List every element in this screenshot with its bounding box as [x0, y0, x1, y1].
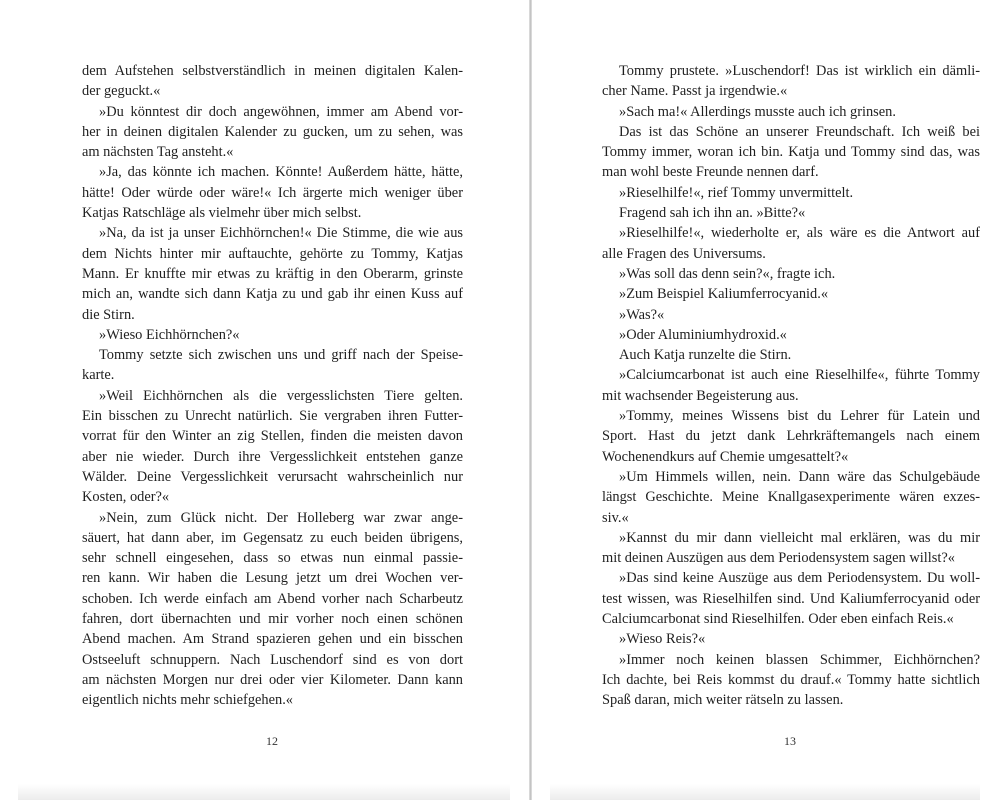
- text-line: Wochenendkurs auf Chemie umgesattelt?«: [602, 448, 849, 465]
- text-line: aber nie wieder. Durch ihre Vergesslichkeit entstehen ganze: [82, 448, 463, 465]
- text-line: Spaß daran, mich weiter rätseln zu lassen.: [602, 692, 844, 709]
- text-line: Ostseeluft schnuppern. Nach Luschendorf sind es von dort: [82, 651, 463, 668]
- text-line: karte.: [82, 367, 115, 384]
- text-line: die Stirn.: [82, 306, 135, 323]
- text-line: ren kann. Wir haben die Lesung jetzt um drei Wochen ver-: [82, 570, 463, 587]
- text-line: »Was?«: [619, 306, 665, 323]
- text-line: »Kannst du mir dann vielleicht mal erklären, was du mir: [619, 529, 980, 546]
- text-line: Tommy setzte sich zwischen uns und griff nach der Speise-: [99, 347, 463, 364]
- text-line: »Rieselhilfe!«, wiederholte er, als wäre es die Antwort auf: [619, 225, 980, 242]
- text-line: »Na, da ist ja unser Eichhörnchen!« Die Stimme, die wie aus: [99, 225, 463, 242]
- text-line: der geguckt.«: [82, 83, 161, 100]
- text-line: fahren, dort übernachten und mir vorher noch einen schönen: [82, 611, 463, 628]
- text-line: siv.«: [602, 509, 629, 526]
- text-line: »Du könntest dir doch angewöhnen, immer am Abend vor-: [99, 103, 463, 120]
- text-line: säuert, hat dann aber, im Gegensatz zu euch beiden übrigens,: [82, 529, 463, 546]
- text-line: schoben. Ich werde einfach am Abend vorher nach Scharbeutz: [82, 590, 463, 607]
- text-line: vorrat für den Winter an zig Stellen, finden die meisten davon: [82, 428, 463, 445]
- text-line: Sport. Hast du jetzt dank Lehrkräftemangels nach einem: [602, 428, 980, 445]
- text-line: mit deinen Auszügen aus dem Periodensystem sagen willst?«: [602, 550, 955, 567]
- text-line: mich an, wandte sich dann Katja zu und gab ihr einen Kuss auf: [82, 286, 463, 303]
- left-page-text: [82, 61, 463, 711]
- text-line: »Oder Aluminiumhydroxid.«: [619, 326, 787, 343]
- text-line: Ich dachte, bei Reis kommst du drauf.« Tommy hatte sichtlich: [602, 671, 980, 688]
- text-line: »Zum Beispiel Kaliumferrocyanid.«: [619, 286, 829, 303]
- text-line: test wissen, was Rieselhilfen sind. Und Kaliumferrocyanid oder: [602, 590, 980, 607]
- text-line: dem Aufstehen selbstverständlich in meinen digitalen Kalen-: [82, 63, 463, 79]
- text-line: Calciumcarbonat sind Rieselhilfen. Oder eben einfach Reis.«: [602, 611, 954, 628]
- text-line: her in deinen digitalen Kalender zu gucken, um zu sehen, was: [82, 123, 463, 140]
- text-line: Mann. Er knuffte mir etwas zu kräftig in den Oberarm, grinste: [82, 265, 463, 282]
- text-line: »Wieso Eichhörnchen?«: [99, 326, 240, 343]
- left-page-edge: [18, 784, 510, 800]
- text-line: man wohl beste Freunde nennen darf.: [602, 164, 819, 181]
- text-line: »Ja, das könnte ich machen. Könnte! Außerdem hätte, hätte,: [99, 164, 463, 181]
- text-line: »Rieselhilfe!«, rief Tommy unvermittelt.: [619, 184, 854, 201]
- text-line: »Das sind keine Auszüge aus dem Periodensystem. Du woll-: [619, 570, 980, 587]
- text-line: Fragend sah ich ihn an. »Bitte?«: [619, 205, 806, 222]
- text-line: »Calciumcarbonat ist auch eine Rieselhilfe«, führte Tommy: [619, 367, 980, 384]
- right-page: [532, 0, 1000, 800]
- right-page-text: [602, 61, 980, 711]
- text-line: »Nein, zum Glück nicht. Der Holleberg war zwar ange-: [99, 509, 463, 526]
- text-line: »Was soll das denn sein?«, fragte ich.: [619, 265, 836, 282]
- text-line: am nächsten Morgen nur drei oder vier Kilometer. Dann kann: [82, 671, 463, 688]
- text-line: »Immer noch keinen blassen Schimmer, Eichhörnchen?: [619, 651, 980, 668]
- text-line: alle Fragen des Universums.: [602, 245, 766, 262]
- text-line: längst Geschichte. Meine Knallgasexperimente wären exzes-: [602, 489, 980, 506]
- right-page-number: 13: [784, 734, 796, 748]
- text-line: Ein bisschen zu Unrecht natürlich. Sie vergraben ihren Futter-: [82, 408, 463, 425]
- text-line: dem Nichts hinter mir auftauchte, gehörte zu Tommy, Katjas: [82, 245, 463, 262]
- text-line: Kosten, oder?«: [82, 489, 170, 506]
- text-line: Tommy immer, woran ich bin. Katja und Tommy sind das, was: [602, 144, 980, 161]
- text-line: »Um Himmels willen, nein. Dann wäre das Schulgebäude: [619, 468, 980, 485]
- text-line: Auch Katja runzelte die Stirn.: [619, 347, 792, 364]
- text-line: »Weil Eichhörnchen als die vergesslichsten Tiere gelten.: [99, 387, 463, 404]
- text-line: »Tommy, meines Wissens bist du Lehrer für Latein und: [619, 408, 980, 425]
- text-line: Tommy prustete. »Luschendorf! Das ist wirklich ein dämli-: [619, 63, 980, 79]
- text-line: »Wieso Reis?«: [619, 631, 706, 648]
- left-page-number: 12: [266, 734, 278, 748]
- text-line: Katjas Ratschläge als vielmehr über mich selbst.: [82, 205, 362, 222]
- text-line: eigentlich nichts mehr schiefgehen.«: [82, 692, 293, 709]
- text-line: »Sach ma!« Allerdings musste auch ich grinsen.: [619, 103, 896, 120]
- text-line: mit wachsender Begeisterung aus.: [602, 387, 799, 404]
- text-line: Wälder. Deine Vergesslichkeit verursacht wahrscheinlich nur: [82, 468, 463, 485]
- text-line: am nächsten Tag ansteht.«: [82, 144, 234, 161]
- text-line: Das ist das Schöne an unserer Freundschaft. Ich weiß bei: [619, 123, 980, 140]
- text-line: hätte! Oder würde oder wäre!« Ich ärgerte mich weniger über: [82, 184, 463, 201]
- text-line: cher Name. Passt ja irgendwie.«: [602, 83, 788, 100]
- text-line: sehr schnell eingesehen, dass so etwas nun einmal passie-: [82, 550, 463, 567]
- right-page-edge: [550, 784, 980, 800]
- text-line: Abend machen. Am Strand spazieren gehen und ein bisschen: [82, 631, 463, 648]
